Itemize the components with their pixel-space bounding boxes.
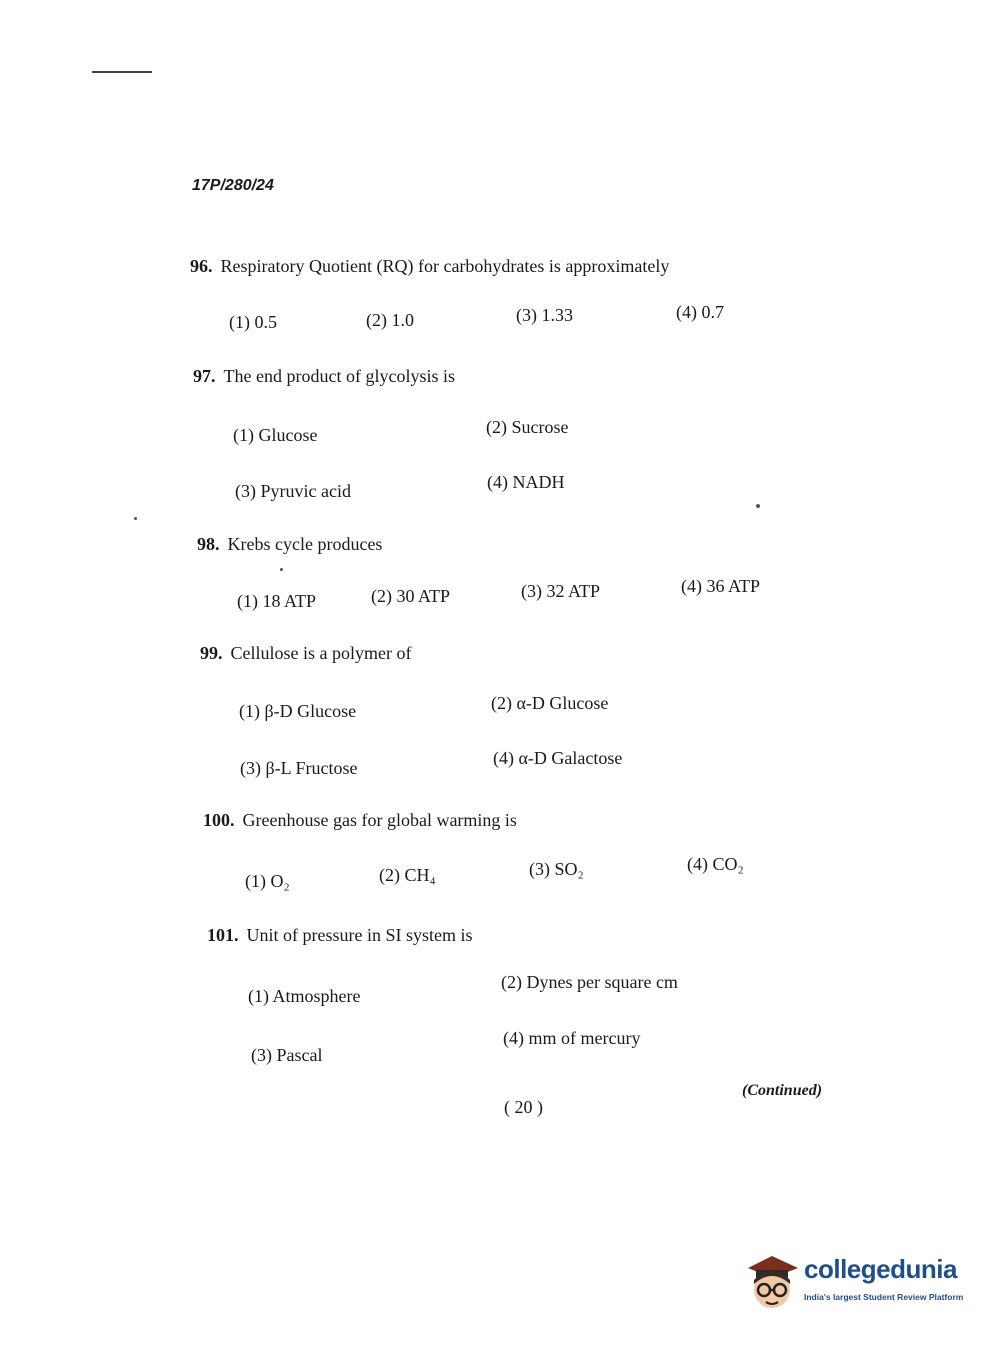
option: (4) mm of mercury: [503, 1028, 641, 1048]
question-text: Greenhouse gas for global warming is: [242, 810, 517, 830]
top-rule: [92, 71, 152, 73]
mascot-icon: [742, 1250, 800, 1314]
question-98: [197, 534, 382, 555]
collegedunia-logo: [742, 1248, 972, 1318]
scan-speck: [756, 504, 760, 508]
option: (3) 1.33: [516, 305, 573, 325]
option: (3) β-L Fructose: [240, 758, 358, 778]
option: (2) Sucrose: [486, 417, 569, 437]
question-number: 100.: [203, 810, 235, 830]
scan-speck: [280, 568, 283, 571]
question-101: [207, 925, 472, 946]
brand-tagline: India's largest Student Review Platform: [804, 1292, 964, 1302]
question-number: 97.: [193, 366, 216, 386]
option: (4) 0.7: [676, 302, 724, 322]
question-number: 101.: [207, 925, 239, 945]
question-number: 99.: [200, 643, 223, 663]
option: (4) NADH: [487, 472, 565, 492]
question-text: Unit of pressure in SI system is: [246, 925, 473, 945]
option: (1) 18 ATP: [237, 591, 317, 611]
option: (1) Atmosphere: [248, 986, 361, 1006]
question-text: The end product of glycolysis is: [223, 366, 455, 386]
option: (2) 30 ATP: [371, 586, 451, 606]
question-100: [203, 810, 517, 831]
question-99: [200, 643, 411, 664]
option: (2) α-D Glucose: [491, 693, 609, 713]
option: (1) O₂: [245, 871, 290, 891]
paper-code: 17P/280/24: [192, 177, 274, 194]
brand-name: collegedunia: [804, 1254, 957, 1284]
option: (1) β-D Glucose: [239, 701, 357, 721]
question-text: Krebs cycle produces: [227, 534, 383, 554]
option: (3) Pascal: [251, 1045, 323, 1065]
continued-label: (Continued): [742, 1082, 823, 1099]
option: (2) CH₄: [379, 865, 436, 885]
scan-speck: [134, 517, 137, 520]
question-96: [190, 256, 669, 277]
question-number: 96.: [190, 256, 213, 276]
option: (3) Pyruvic acid: [235, 481, 351, 501]
option: (4) 36 ATP: [681, 576, 761, 596]
question-number: 98.: [197, 534, 220, 554]
option: (3) 32 ATP: [521, 581, 601, 601]
option: (4) CO₂: [687, 854, 744, 874]
option: (1) 0.5: [229, 312, 277, 332]
question-97: [193, 366, 455, 387]
question-text: Respiratory Quotient (RQ) for carbohydrates is approximately: [220, 256, 670, 276]
question-text: Cellulose is a polymer of: [230, 643, 412, 663]
option: (4) α-D Galactose: [493, 748, 623, 768]
option: (2) Dynes per square cm: [501, 972, 678, 992]
option: (2) 1.0: [366, 310, 414, 330]
option: (1) Glucose: [233, 425, 318, 445]
page-number: ( 20 ): [504, 1097, 543, 1117]
option: (3) SO₂: [529, 859, 584, 879]
